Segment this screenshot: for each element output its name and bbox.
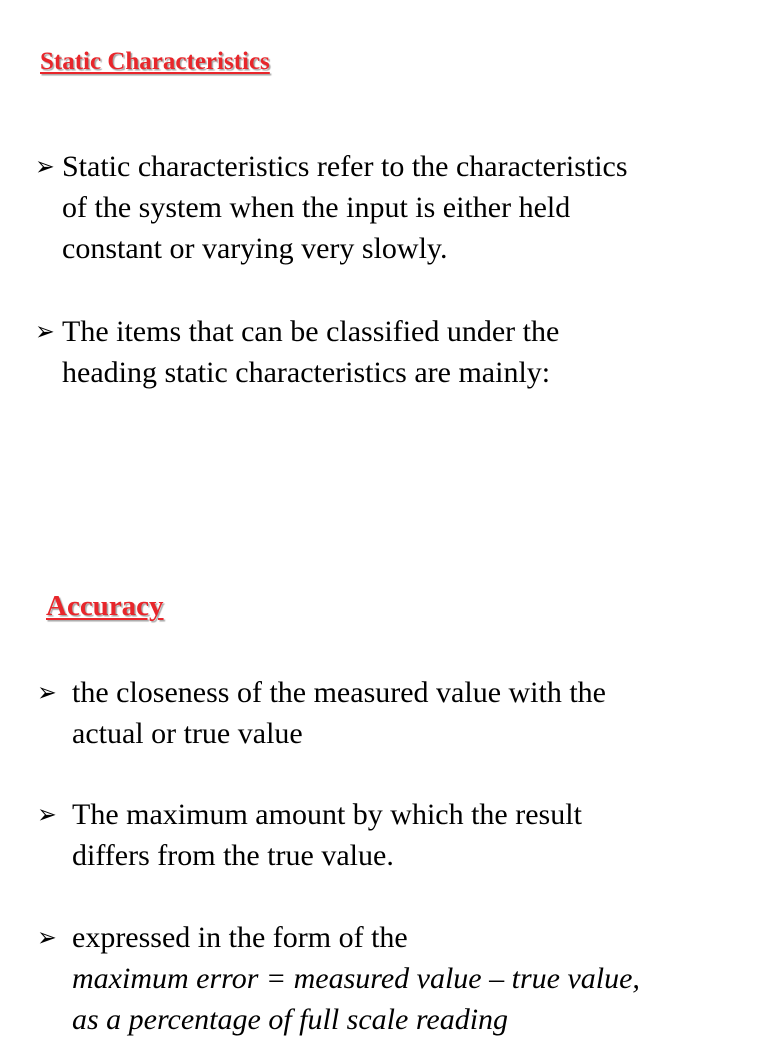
bullet-text-line: heading static characteristics are mainly: — [62, 356, 551, 389]
bullet-text-line: actual or true value — [72, 717, 303, 750]
arrowhead-bullet-icon: ➢ — [35, 317, 55, 346]
bullet-text-line: the closeness of the measured value with the — [72, 676, 606, 709]
formula-line: maximum error = measured value – true value, — [72, 962, 640, 995]
bullet-text-line: The maximum amount by which the result — [72, 798, 582, 831]
bullet-classified-items — [34, 311, 768, 393]
bullet-text-line: of the system when the input is either held — [62, 191, 571, 224]
bullet-static-definition — [34, 146, 768, 269]
bullet-accuracy-maximum-amount — [36, 794, 768, 876]
bullet-text-line: The items that can be classified under the — [62, 315, 560, 348]
bullet-accuracy-expressed — [36, 917, 768, 1040]
bullet-text-line: differs from the true value. — [72, 839, 394, 872]
bullet-text-line: Static characteristics refer to the characteristics — [62, 150, 628, 183]
arrowhead-bullet-icon: ➢ — [37, 800, 57, 829]
arrowhead-bullet-icon: ➢ — [37, 678, 57, 707]
bullet-accuracy-closeness — [36, 672, 768, 754]
formula-line: as a percentage of full scale reading — [72, 1003, 509, 1036]
section-title-static-characteristics: Static Characteristics — [40, 48, 270, 75]
section-title-accuracy: Accuracy — [46, 590, 164, 622]
arrowhead-bullet-icon: ➢ — [37, 923, 57, 952]
bullet-text-line: constant or varying very slowly. — [62, 232, 448, 265]
bullet-text-line: expressed in the form of the — [72, 921, 408, 954]
arrowhead-bullet-icon: ➢ — [35, 152, 55, 181]
